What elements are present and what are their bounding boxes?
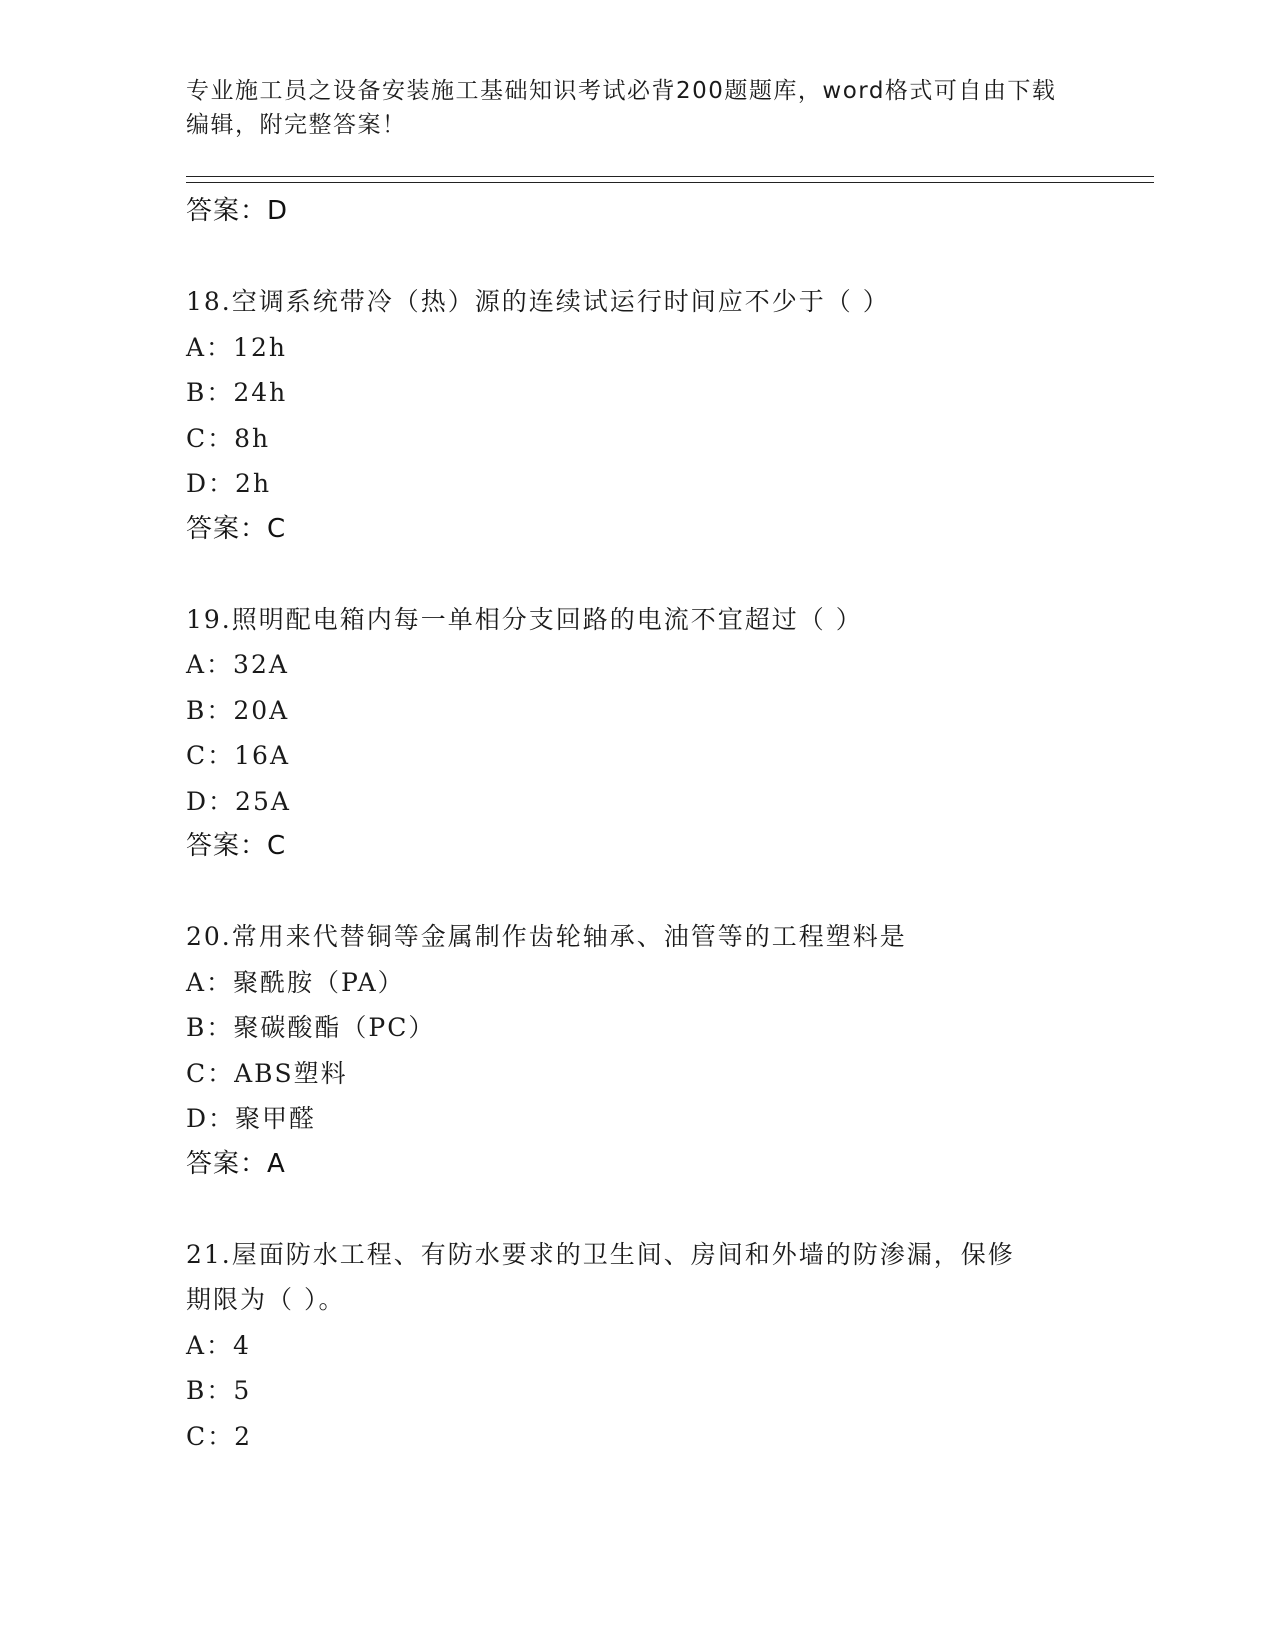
- question-text-line-2: 期限为（ ）。: [186, 1285, 346, 1314]
- question-text-line-1: 21.屋面防水工程、有防水要求的卫生间、房间和外墙的防渗漏，保修: [186, 1239, 1015, 1269]
- option-a: A：12h: [186, 332, 287, 362]
- question-text: 20.常用来代替铜等金属制作齿轮轴承、油管等的工程塑料是: [186, 922, 907, 951]
- question-text: 18.空调系统带冷（热）源的连续试运行时间应不少于（ ）: [186, 287, 890, 316]
- spacer: [186, 234, 1086, 279]
- question-20: [186, 914, 1086, 1187]
- option-c: C：16A: [186, 741, 290, 770]
- answer: 答案：A: [186, 1148, 286, 1179]
- option-a: A：32A: [186, 650, 289, 679]
- previous-answer: 答案：D: [186, 196, 289, 226]
- option-d: D：聚甲醛: [186, 1104, 317, 1133]
- option-c: C：8h: [186, 423, 271, 453]
- document-header: [186, 74, 1066, 142]
- option-d: D：2h: [186, 469, 272, 498]
- answer: 答案：C: [186, 513, 287, 544]
- option-c: C：2: [186, 1421, 253, 1451]
- option-b: B：聚碳酸酯（PC）: [186, 1013, 436, 1042]
- header-line-2: 编辑，附完整答案！: [186, 112, 407, 138]
- question-content: [186, 189, 1086, 1459]
- spacer: [186, 869, 1086, 914]
- header-divider-bottom: [186, 182, 1154, 183]
- answer: 答案：C: [186, 831, 287, 861]
- header-divider-top: [186, 176, 1154, 177]
- option-b: B：24h: [186, 378, 288, 407]
- option-a: A：4: [186, 1330, 251, 1360]
- option-b: B：5: [186, 1376, 252, 1405]
- question-19: [186, 597, 1086, 870]
- spacer: [186, 552, 1086, 597]
- option-d: D：25A: [186, 786, 291, 816]
- option-a: A：聚酰胺（PA）: [186, 967, 405, 997]
- question-21: [186, 1232, 1086, 1460]
- option-c: C：ABS塑料: [186, 1058, 348, 1088]
- question-18: [186, 279, 1086, 552]
- spacer: [186, 1187, 1086, 1232]
- option-b: B：20A: [186, 695, 290, 725]
- question-text: 19.照明配电箱内每一单相分支回路的电流不宜超过（ ）: [186, 604, 863, 634]
- header-line-1: 专业施工员之设备安装施工基础知识考试必背200题题库，word格式可自由下载: [186, 78, 1057, 104]
